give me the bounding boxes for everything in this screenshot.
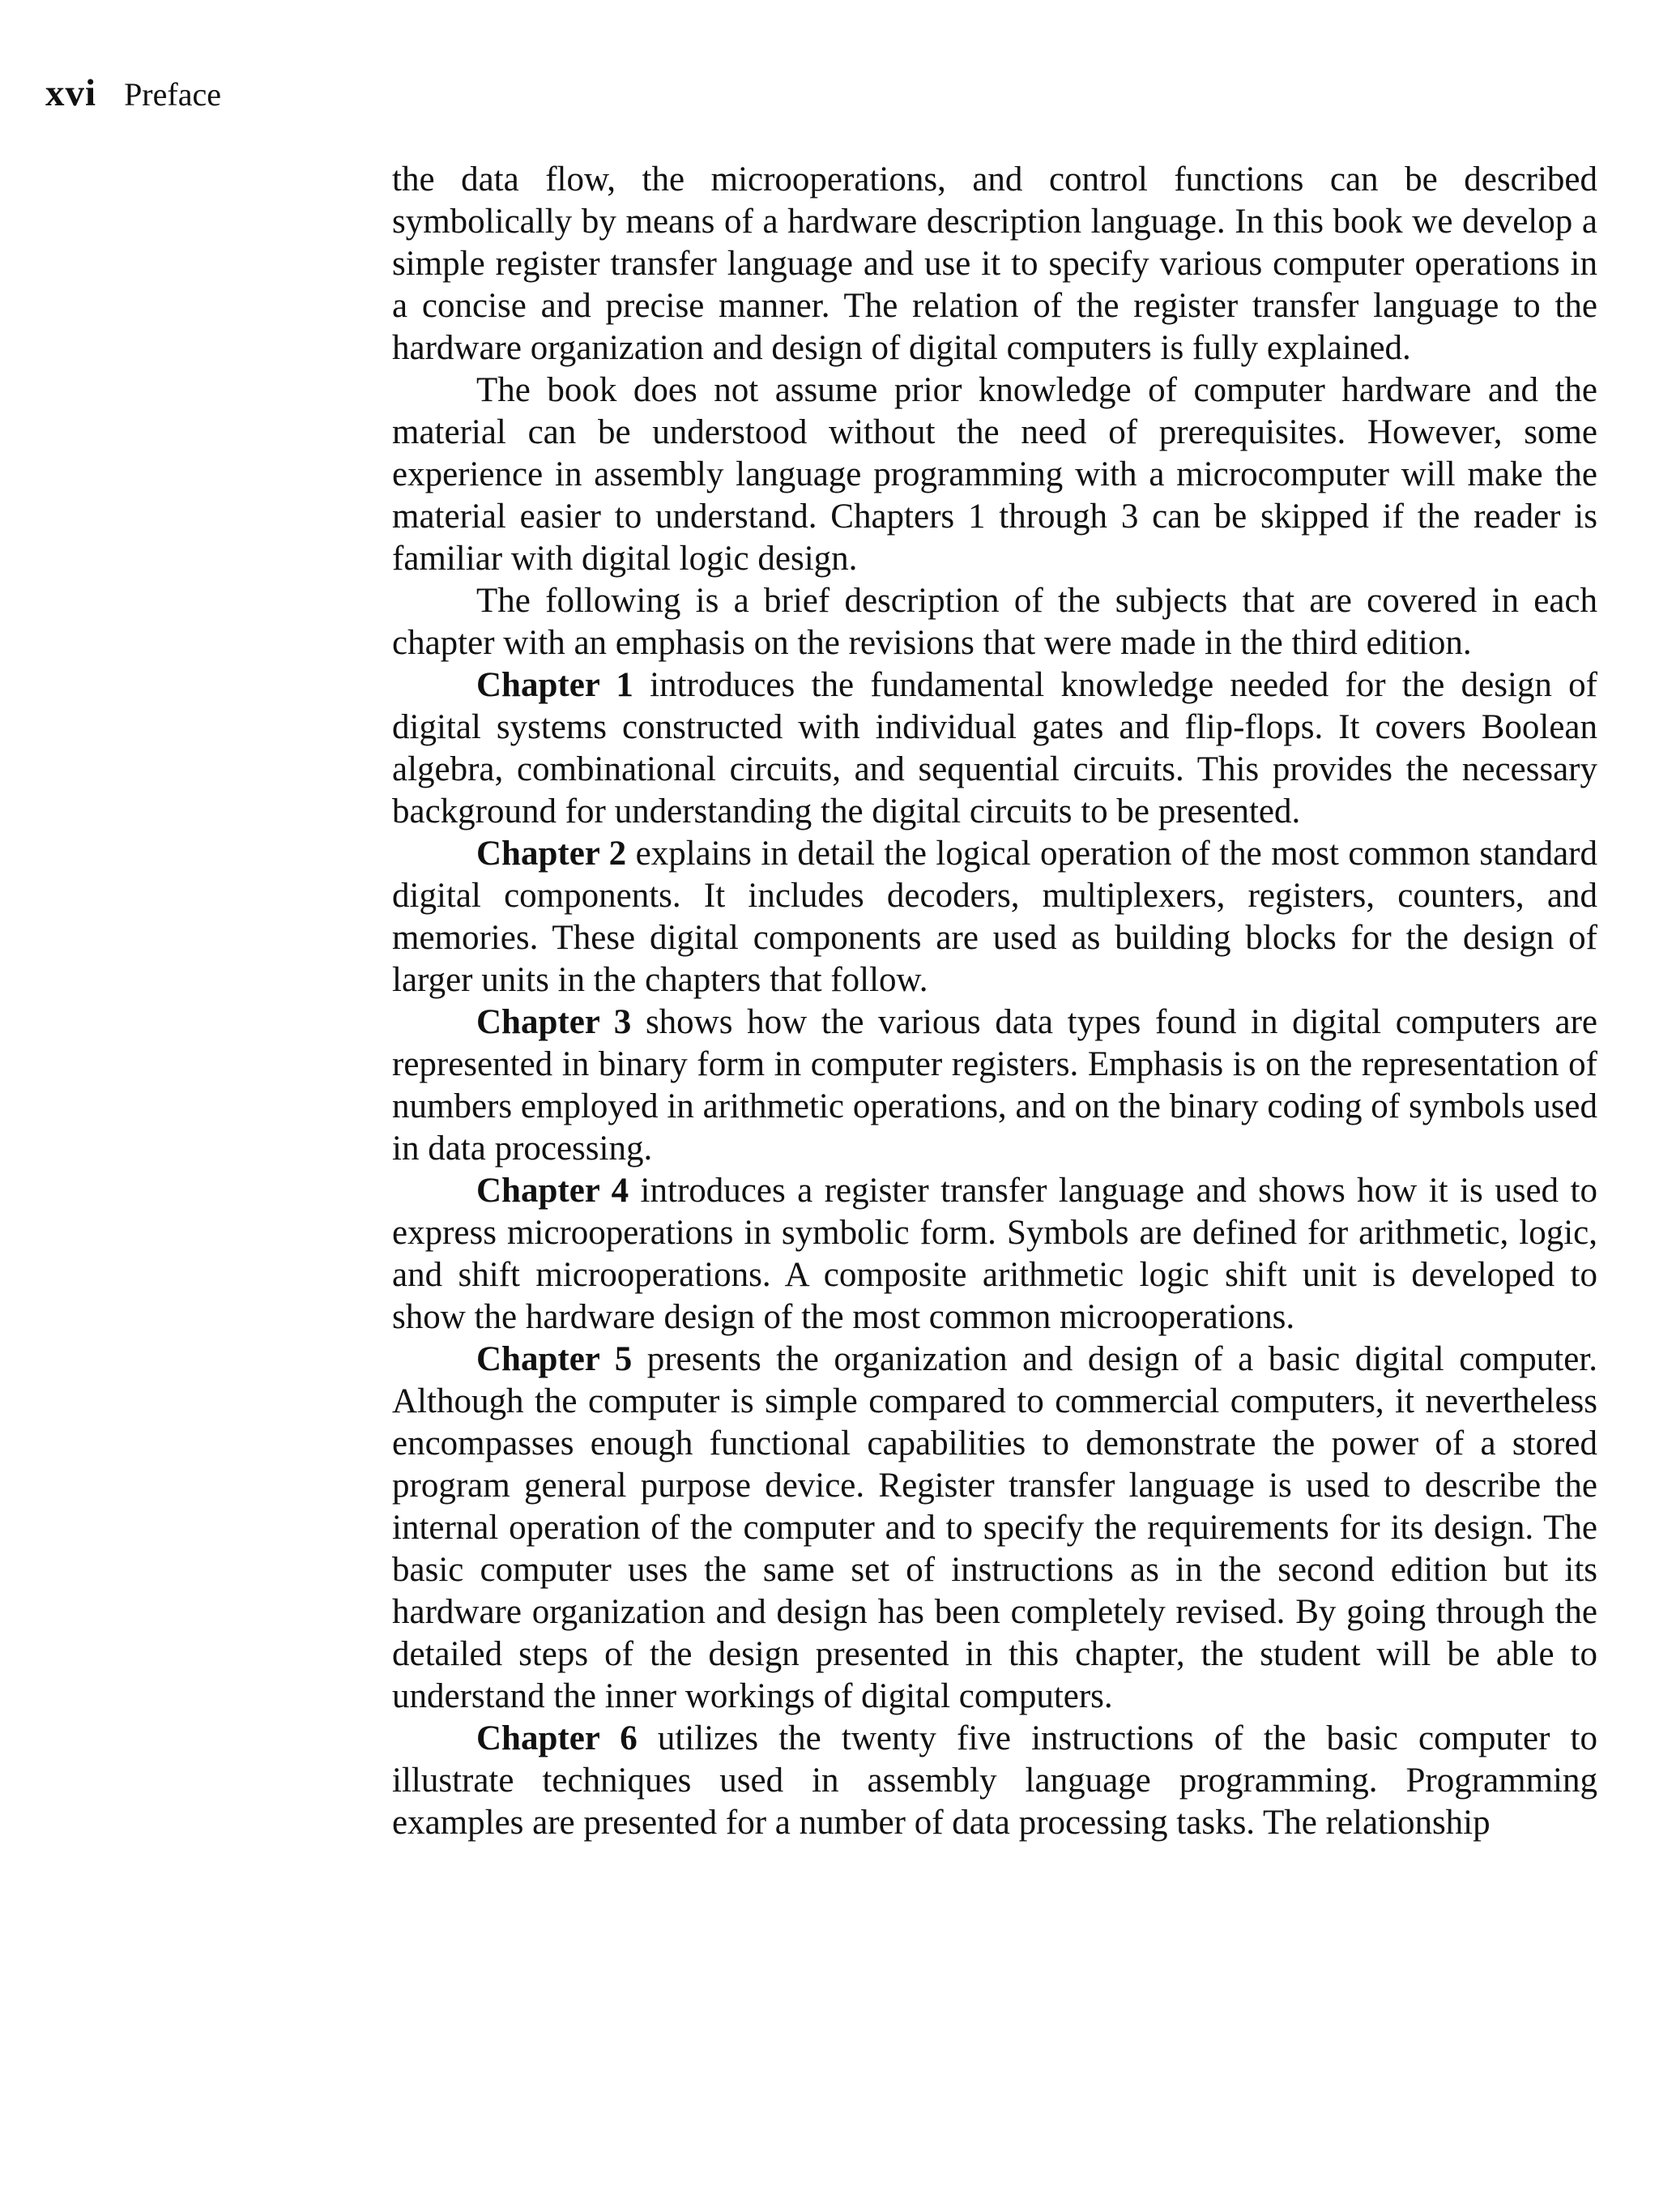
- chapter-label: Chapter 1: [476, 666, 633, 704]
- chapter-label: Chapter 2: [476, 835, 627, 873]
- chapter-label: Chapter 4: [476, 1172, 629, 1210]
- page-header: [45, 71, 221, 120]
- chapter-label: Chapter 3: [476, 1003, 632, 1041]
- running-head: Preface: [124, 76, 221, 113]
- paragraph-chapter-1: [392, 664, 1597, 833]
- paragraph-text: introduces a register transfer language and shows how it is used to express microoperations in symbolic form. Symbols are defined for arithmetic, logic, and shift microoperations. A composite arithmetic logic shift unit is developed to show the hardware design of the most common microoperations.: [392, 1172, 1597, 1336]
- paragraph-text: shows how the various data types found in digital computers are represented in binary form in computer registers. Emphasis is on the representation of numbers employed in arithmetic operations, and on the binary coding of symbols used in data processing.: [392, 1003, 1597, 1168]
- paragraph-text: The following is a brief description of the subjects that are covered in each chapter with an emphasis on the revisions that were made in the third edition.: [392, 582, 1597, 662]
- paragraph-chapter-3: [392, 1001, 1597, 1170]
- paragraph-text: explains in detail the logical operation of the most common standard digital components. It includes decoders, multiplexers, registers, counters, and memories. These digital components are used as building blocks for the design of larger units in the chapters that follow.: [392, 835, 1597, 999]
- paragraph-text: the data flow, the microoperations, and control functions can be described symbolically by means of a hardware description language. In this book we develop a simple register transfer language and use it to specify various computer operations in a concise and precise manner. The relation of the register transfer language to the hardware organization and design of digital computers is fully explained.: [392, 160, 1597, 367]
- chapter-label: Chapter 5: [476, 1340, 633, 1378]
- paragraph-text: utilizes the twenty five instructions of the basic computer to illustrate techniques used in assembly language programming. Programming examples are presented for a number of data processing tasks. The relationship: [392, 1719, 1597, 1842]
- paragraph-chapter-4: [392, 1170, 1597, 1339]
- paragraph-chapter-6: [392, 1718, 1597, 1844]
- page-number: xvi: [45, 72, 97, 114]
- paragraph-text: introduces the fundamental knowledge needed for the design of digital systems constructed with individual gates and flip-flops. It covers Boolean algebra, combinational circuits, and sequential circuits. This provides the necessary background for understanding the digital circuits to be presented.: [392, 666, 1598, 831]
- paragraph-data-flow: [392, 159, 1597, 369]
- paragraph-chapter-5: [392, 1339, 1597, 1718]
- paragraph-overview: [392, 580, 1597, 664]
- paragraph-prerequisites: [392, 369, 1597, 580]
- body-text: [392, 159, 1597, 1844]
- chapter-label: Chapter 6: [476, 1719, 638, 1757]
- paragraph-text: The book does not assume prior knowledge of computer hardware and the material can be understood without the need of prerequisites. However, some experience in assembly language programming with a microcomputer will make the material easier to understand. Chapters 1 through 3 can be skipped if the reader is familiar with digital logic design.: [392, 371, 1597, 578]
- paragraph-chapter-2: [392, 833, 1597, 1001]
- paragraph-text: presents the organization and design of a basic digital computer. Although the computer is simple compared to commercial computers, it nevertheless encompasses enough functional capabilities to demonstrate the power of a stored program general purpose device. Register transfer language is used to describe the internal operation of the computer and to specify the requirements for its design. The basic computer uses the same set of instructions as in the second edition but its hardware organization and design has been completely revised. By going through the detailed steps of the design presented in this chapter, the student will be able to understand the inner workings of digital computers.: [392, 1340, 1597, 1715]
